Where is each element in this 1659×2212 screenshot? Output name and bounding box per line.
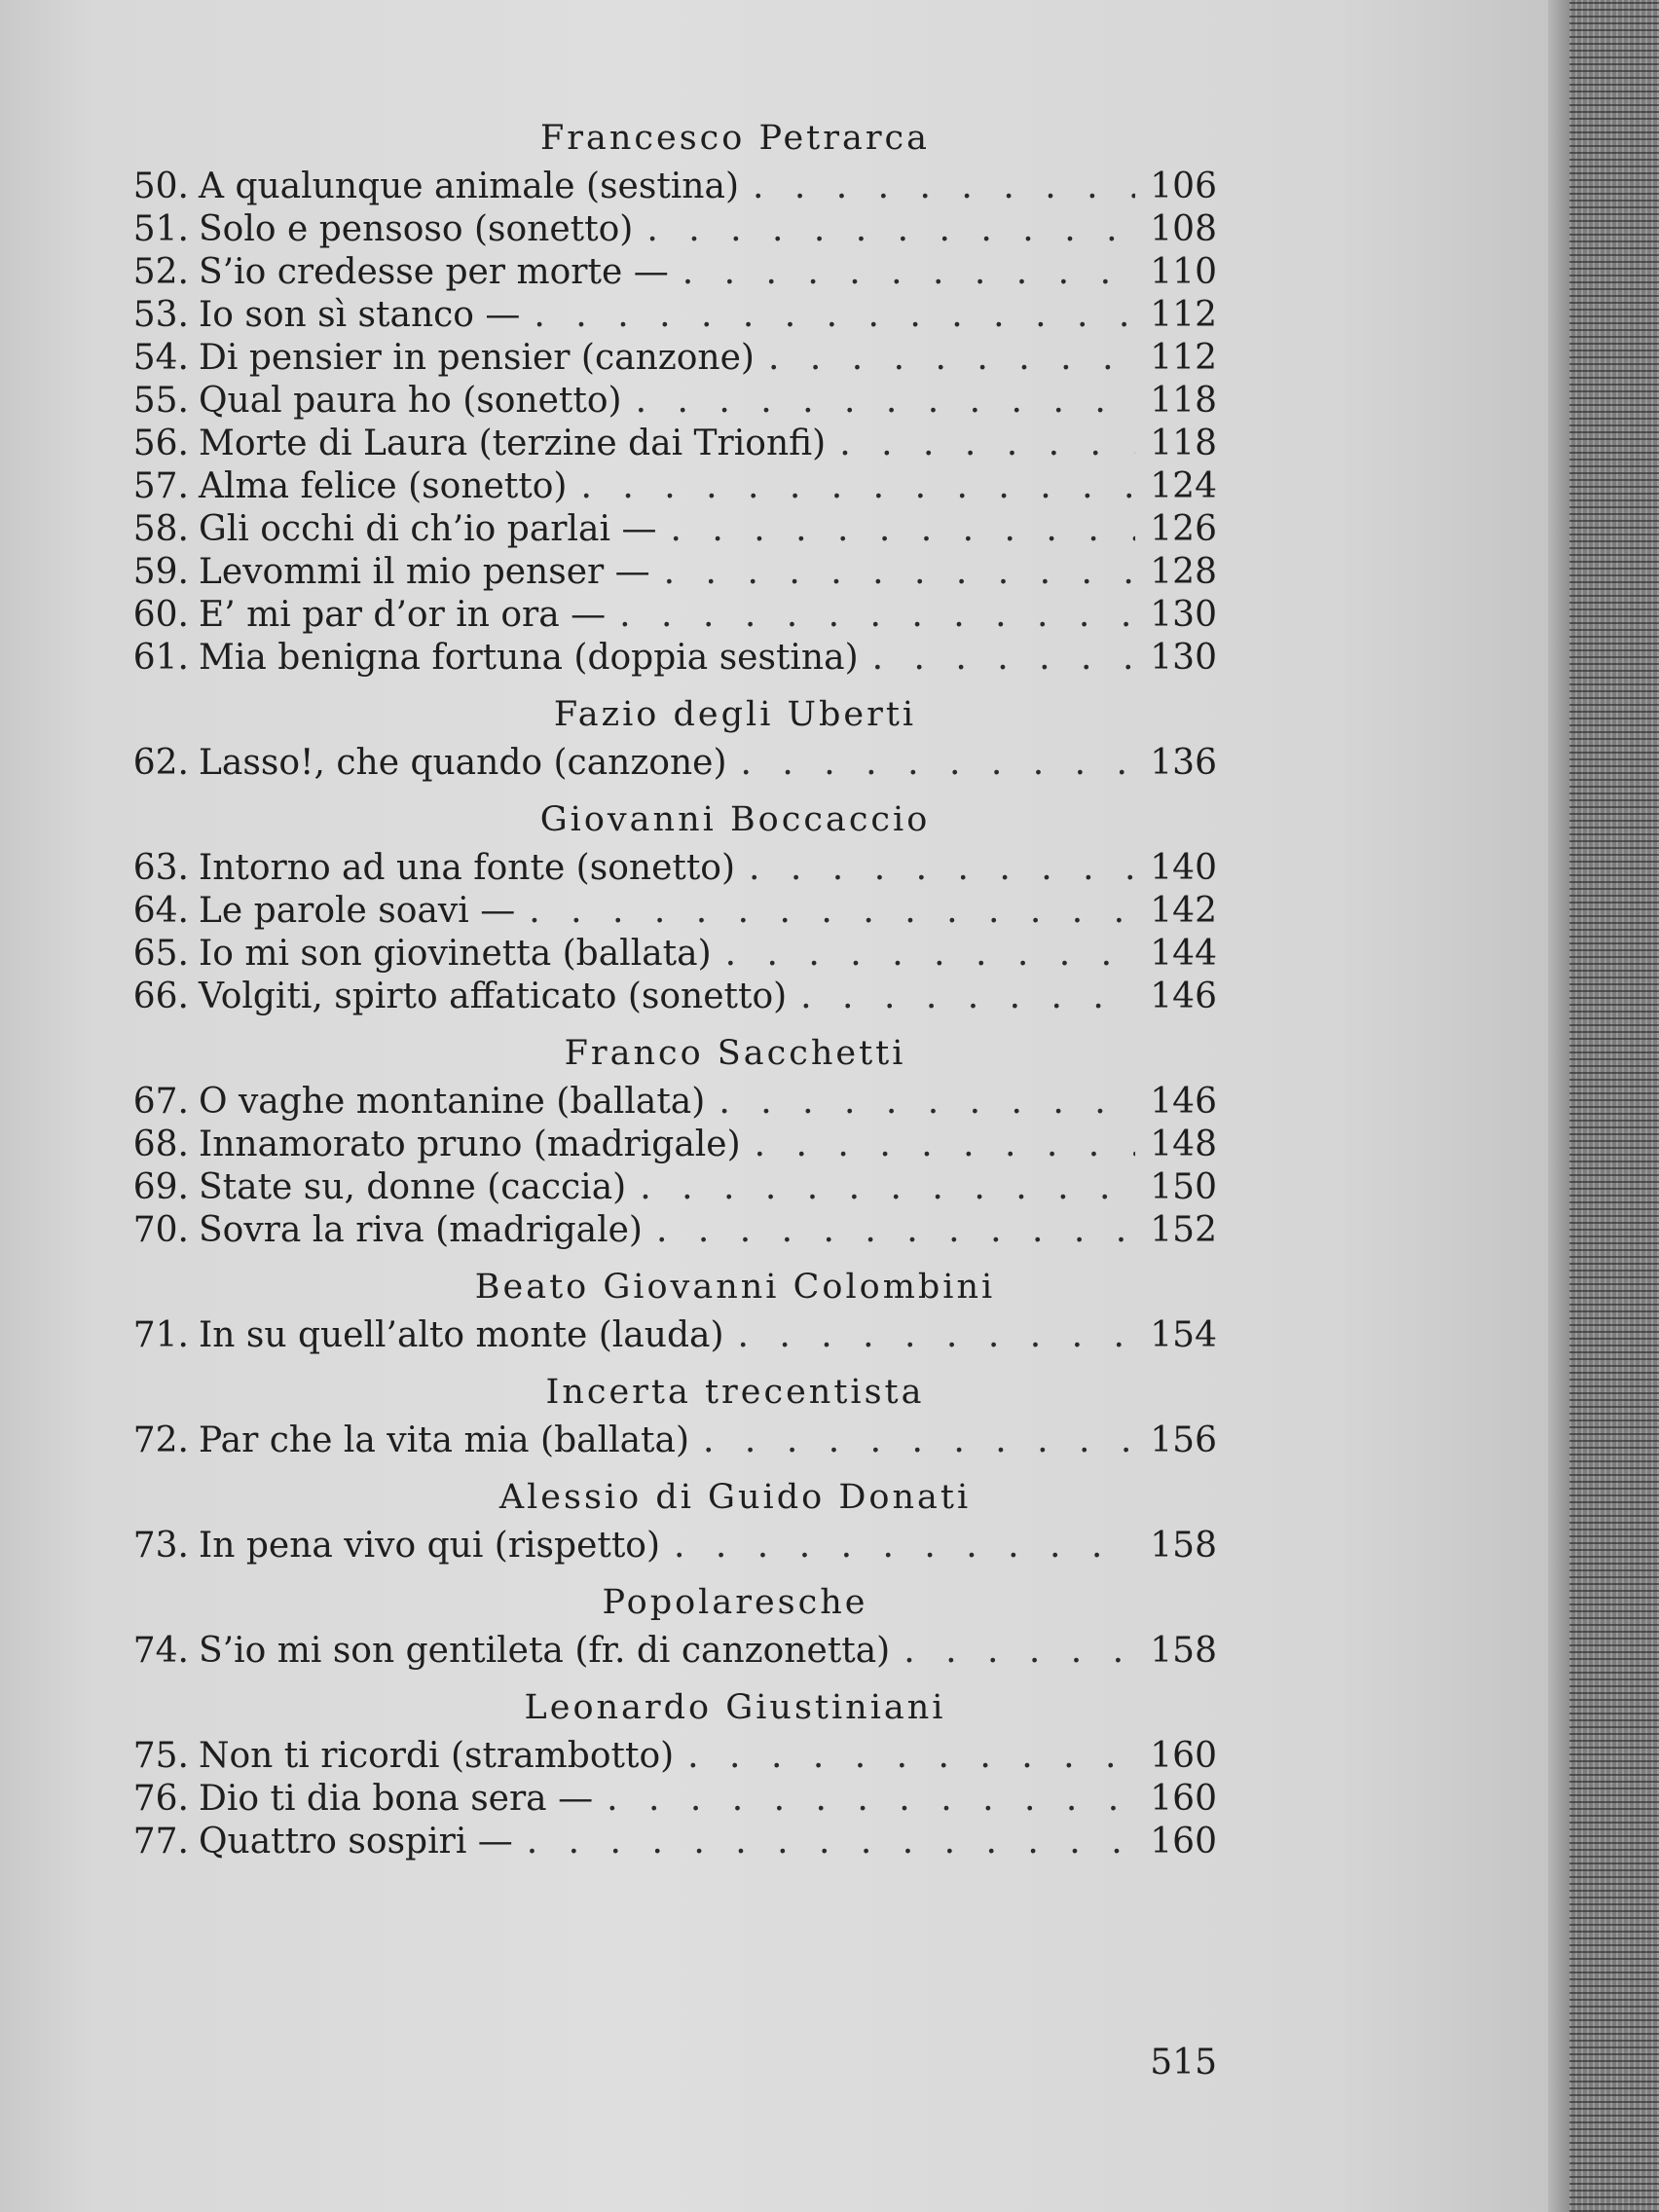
entry-page-number: 160: [1150, 1822, 1217, 1862]
dot-leader: [719, 1081, 1135, 1124]
entry-title: Gli occhi di ch’io parlai —: [199, 509, 657, 549]
toc-entry: [127, 551, 1217, 594]
entry-number: 51.: [132, 209, 189, 249]
dot-leader: [646, 208, 1135, 251]
entry-page-number: 118: [1150, 424, 1217, 463]
toc-entry: [127, 1166, 1217, 1209]
dot-leader: [534, 294, 1135, 337]
dot-leader: [640, 1166, 1135, 1209]
entry-page-number: 136: [1150, 743, 1217, 783]
entry-title: State su, donne (caccia): [199, 1167, 627, 1207]
dot-leader: [664, 551, 1135, 594]
entry-number: 66.: [132, 977, 189, 1016]
entry-number: 57.: [132, 466, 189, 506]
entry-page-number: 140: [1150, 848, 1217, 888]
dot-leader: [741, 742, 1135, 785]
toc-entry: [127, 208, 1217, 251]
entry-number: 76.: [132, 1779, 189, 1819]
entry-number: 52.: [132, 252, 189, 292]
entry-title: Mia benigna fortuna (doppia sestina): [199, 638, 859, 678]
toc-entry: [127, 166, 1217, 208]
toc-entry: [127, 1778, 1217, 1821]
entry-title: Alma felice (sonetto): [199, 466, 568, 506]
entry-list: [127, 847, 1217, 1018]
dot-leader: [903, 1630, 1135, 1673]
dot-leader: [636, 380, 1135, 423]
toc-entry: [127, 637, 1217, 680]
page-number: 515: [1150, 2043, 1217, 2083]
dot-leader: [738, 1314, 1136, 1357]
entry-page-number: 158: [1150, 1526, 1217, 1566]
toc-entry: [127, 1525, 1217, 1567]
entry-number: 72.: [132, 1420, 189, 1460]
entry-title: Sovra la riva (madrigale): [199, 1210, 643, 1250]
entry-page-number: 150: [1150, 1167, 1217, 1207]
author-heading: Alessio di Guido Donati: [498, 1478, 972, 1517]
entry-number: 55.: [132, 381, 189, 421]
entry-page-number: 158: [1150, 1631, 1217, 1671]
entry-title: In su quell’alto monte (lauda): [199, 1315, 724, 1355]
entry-title: Le parole soavi —: [199, 891, 516, 931]
entry-page-number: 124: [1150, 466, 1217, 506]
entry-list: [127, 1419, 1217, 1462]
toc-entry: [127, 1081, 1217, 1124]
author-heading: Giovanni Boccaccio: [539, 800, 931, 839]
entry-title: A qualunque animale (sestina): [199, 166, 739, 206]
entry-page-number: 108: [1150, 209, 1217, 249]
entry-list: [127, 1630, 1217, 1673]
entry-page-number: 110: [1150, 252, 1217, 292]
dot-leader: [607, 1778, 1135, 1821]
toc-section: [127, 115, 1217, 680]
dot-leader: [687, 1735, 1135, 1778]
entry-title: Intorno ad una fonte (sonetto): [199, 848, 736, 888]
toc-section: [127, 1474, 1217, 1567]
entry-number: 54.: [132, 338, 189, 378]
entry-title: Volgiti, spirto affaticato (sonetto): [199, 977, 788, 1016]
entry-title: Di pensier in pensier (canzone): [199, 338, 755, 378]
entry-list: [127, 1735, 1217, 1863]
toc-entry: [127, 1630, 1217, 1673]
entry-page-number: 146: [1150, 977, 1217, 1016]
entry-title: Innamorato pruno (madrigale): [199, 1124, 741, 1164]
entry-number: 71.: [132, 1315, 189, 1355]
entry-title: In pena vivo qui (rispetto): [199, 1526, 661, 1566]
toc-section: [127, 1369, 1217, 1462]
toc-section: [127, 1264, 1217, 1357]
entry-page-number: 128: [1150, 552, 1217, 592]
entry-page-number: 156: [1150, 1420, 1217, 1460]
toc-section: [127, 691, 1217, 785]
toc-entry: [127, 976, 1217, 1018]
toc-entry: [127, 465, 1217, 508]
toc-entry: [127, 423, 1217, 465]
entry-title: Solo e pensoso (sonetto): [199, 209, 634, 249]
entry-title: Qual paura ho (sonetto): [199, 381, 622, 421]
entry-title: Io son sì stanco —: [199, 295, 521, 335]
entry-title: Dio ti dia bona sera —: [199, 1779, 594, 1819]
entry-page-number: 130: [1150, 638, 1217, 678]
toc-entry: [127, 251, 1217, 294]
entry-page-number: 126: [1150, 509, 1217, 549]
entry-list: [127, 1525, 1217, 1567]
author-heading: Francesco Petrarca: [539, 119, 931, 158]
toc-section: [127, 796, 1217, 1018]
author-heading: Popolaresche: [602, 1583, 868, 1622]
entry-title: Levommi il mio penser —: [199, 552, 650, 592]
entry-title: Lasso!, che quando (canzone): [199, 743, 727, 783]
toc-section: [127, 1030, 1217, 1252]
dot-leader: [753, 166, 1135, 208]
entry-title: S’io credesse per morte —: [199, 252, 669, 292]
toc-entry: [127, 508, 1217, 551]
toc-entry: [127, 337, 1217, 380]
dot-leader: [839, 423, 1135, 465]
entry-page-number: 144: [1150, 934, 1217, 974]
toc-entry: [127, 1124, 1217, 1166]
toc-entry: [127, 1735, 1217, 1778]
book-binding-edge: [1569, 0, 1659, 2212]
dot-leader: [619, 594, 1135, 637]
author-heading: Beato Giovanni Colombini: [474, 1268, 996, 1307]
table-of-contents: [127, 115, 1217, 1875]
page-gutter-shadow: [1548, 0, 1569, 2212]
toc-entry: [127, 594, 1217, 637]
dot-leader: [749, 847, 1135, 890]
toc-entry: [127, 933, 1217, 976]
entry-page-number: 160: [1150, 1736, 1217, 1776]
author-heading: Leonardo Giustiniani: [524, 1688, 946, 1727]
dot-leader: [674, 1525, 1135, 1567]
dot-leader: [703, 1419, 1135, 1462]
toc-entry: [127, 1419, 1217, 1462]
entry-title: Non ti ricordi (strambotto): [199, 1736, 675, 1776]
entry-number: 53.: [132, 295, 189, 335]
entry-page-number: 112: [1150, 338, 1217, 378]
dot-leader: [670, 508, 1135, 551]
entry-page-number: 130: [1150, 595, 1217, 635]
toc-entry: [127, 1209, 1217, 1252]
entry-number: 59.: [132, 552, 189, 592]
toc-entry: [127, 1314, 1217, 1357]
toc-section: [127, 1684, 1217, 1863]
dot-leader: [529, 890, 1135, 933]
entry-page-number: 118: [1150, 381, 1217, 421]
entry-number: 56.: [132, 424, 189, 463]
entry-page-number: 112: [1150, 295, 1217, 335]
dot-leader: [768, 337, 1135, 380]
dot-leader: [800, 976, 1135, 1018]
entry-number: 70.: [132, 1210, 189, 1250]
entry-number: 68.: [132, 1124, 189, 1164]
entry-number: 75.: [132, 1736, 189, 1776]
dot-leader: [682, 251, 1135, 294]
author-heading: Franco Sacchetti: [564, 1034, 906, 1073]
toc-entry: [127, 294, 1217, 337]
entry-title: Quattro sospiri —: [199, 1822, 513, 1862]
entry-number: 62.: [132, 743, 189, 783]
dot-leader: [872, 637, 1135, 680]
dot-leader: [725, 933, 1135, 976]
entry-page-number: 142: [1150, 891, 1217, 931]
toc-section: [127, 1579, 1217, 1673]
dot-leader: [755, 1124, 1135, 1166]
entry-title: O vaghe montanine (ballata): [199, 1082, 706, 1122]
entry-page-number: 154: [1150, 1315, 1217, 1355]
toc-entry: [127, 380, 1217, 423]
entry-title: S’io mi son gentileta (fr. di canzonetta): [199, 1631, 891, 1671]
entry-number: 77.: [132, 1822, 189, 1862]
entry-list: [127, 1314, 1217, 1357]
entry-list: [127, 166, 1217, 680]
entry-number: 60.: [132, 595, 189, 635]
entry-title: Io mi son giovinetta (ballata): [199, 934, 712, 974]
entry-list: [127, 1081, 1217, 1252]
entry-number: 58.: [132, 509, 189, 549]
dot-leader: [527, 1821, 1135, 1863]
entry-page-number: 106: [1150, 166, 1217, 206]
entry-number: 69.: [132, 1167, 189, 1207]
entry-number: 64.: [132, 891, 189, 931]
author-heading: Fazio degli Uberti: [553, 695, 917, 734]
entry-number: 67.: [132, 1082, 189, 1122]
dot-leader: [656, 1209, 1135, 1252]
entry-page-number: 152: [1150, 1210, 1217, 1250]
author-heading: Incerta trecentista: [545, 1373, 925, 1412]
dot-leader: [580, 465, 1135, 508]
entry-page-number: 146: [1150, 1082, 1217, 1122]
entry-number: 63.: [132, 848, 189, 888]
entry-title: E’ mi par d’or in ora —: [199, 595, 607, 635]
entry-number: 61.: [132, 638, 189, 678]
entry-page-number: 148: [1150, 1124, 1217, 1164]
toc-entry: [127, 742, 1217, 785]
toc-entry: [127, 890, 1217, 933]
entry-number: 74.: [132, 1631, 189, 1671]
toc-entry: [127, 1821, 1217, 1863]
entry-number: 50.: [132, 166, 189, 206]
entry-number: 65.: [132, 934, 189, 974]
entry-title: Par che la vita mia (ballata): [199, 1420, 690, 1460]
toc-entry: [127, 847, 1217, 890]
entry-title: Morte di Laura (terzine dai Trionfi): [199, 424, 827, 463]
entry-page-number: 160: [1150, 1779, 1217, 1819]
entry-list: [127, 742, 1217, 785]
entry-number: 73.: [132, 1526, 189, 1566]
